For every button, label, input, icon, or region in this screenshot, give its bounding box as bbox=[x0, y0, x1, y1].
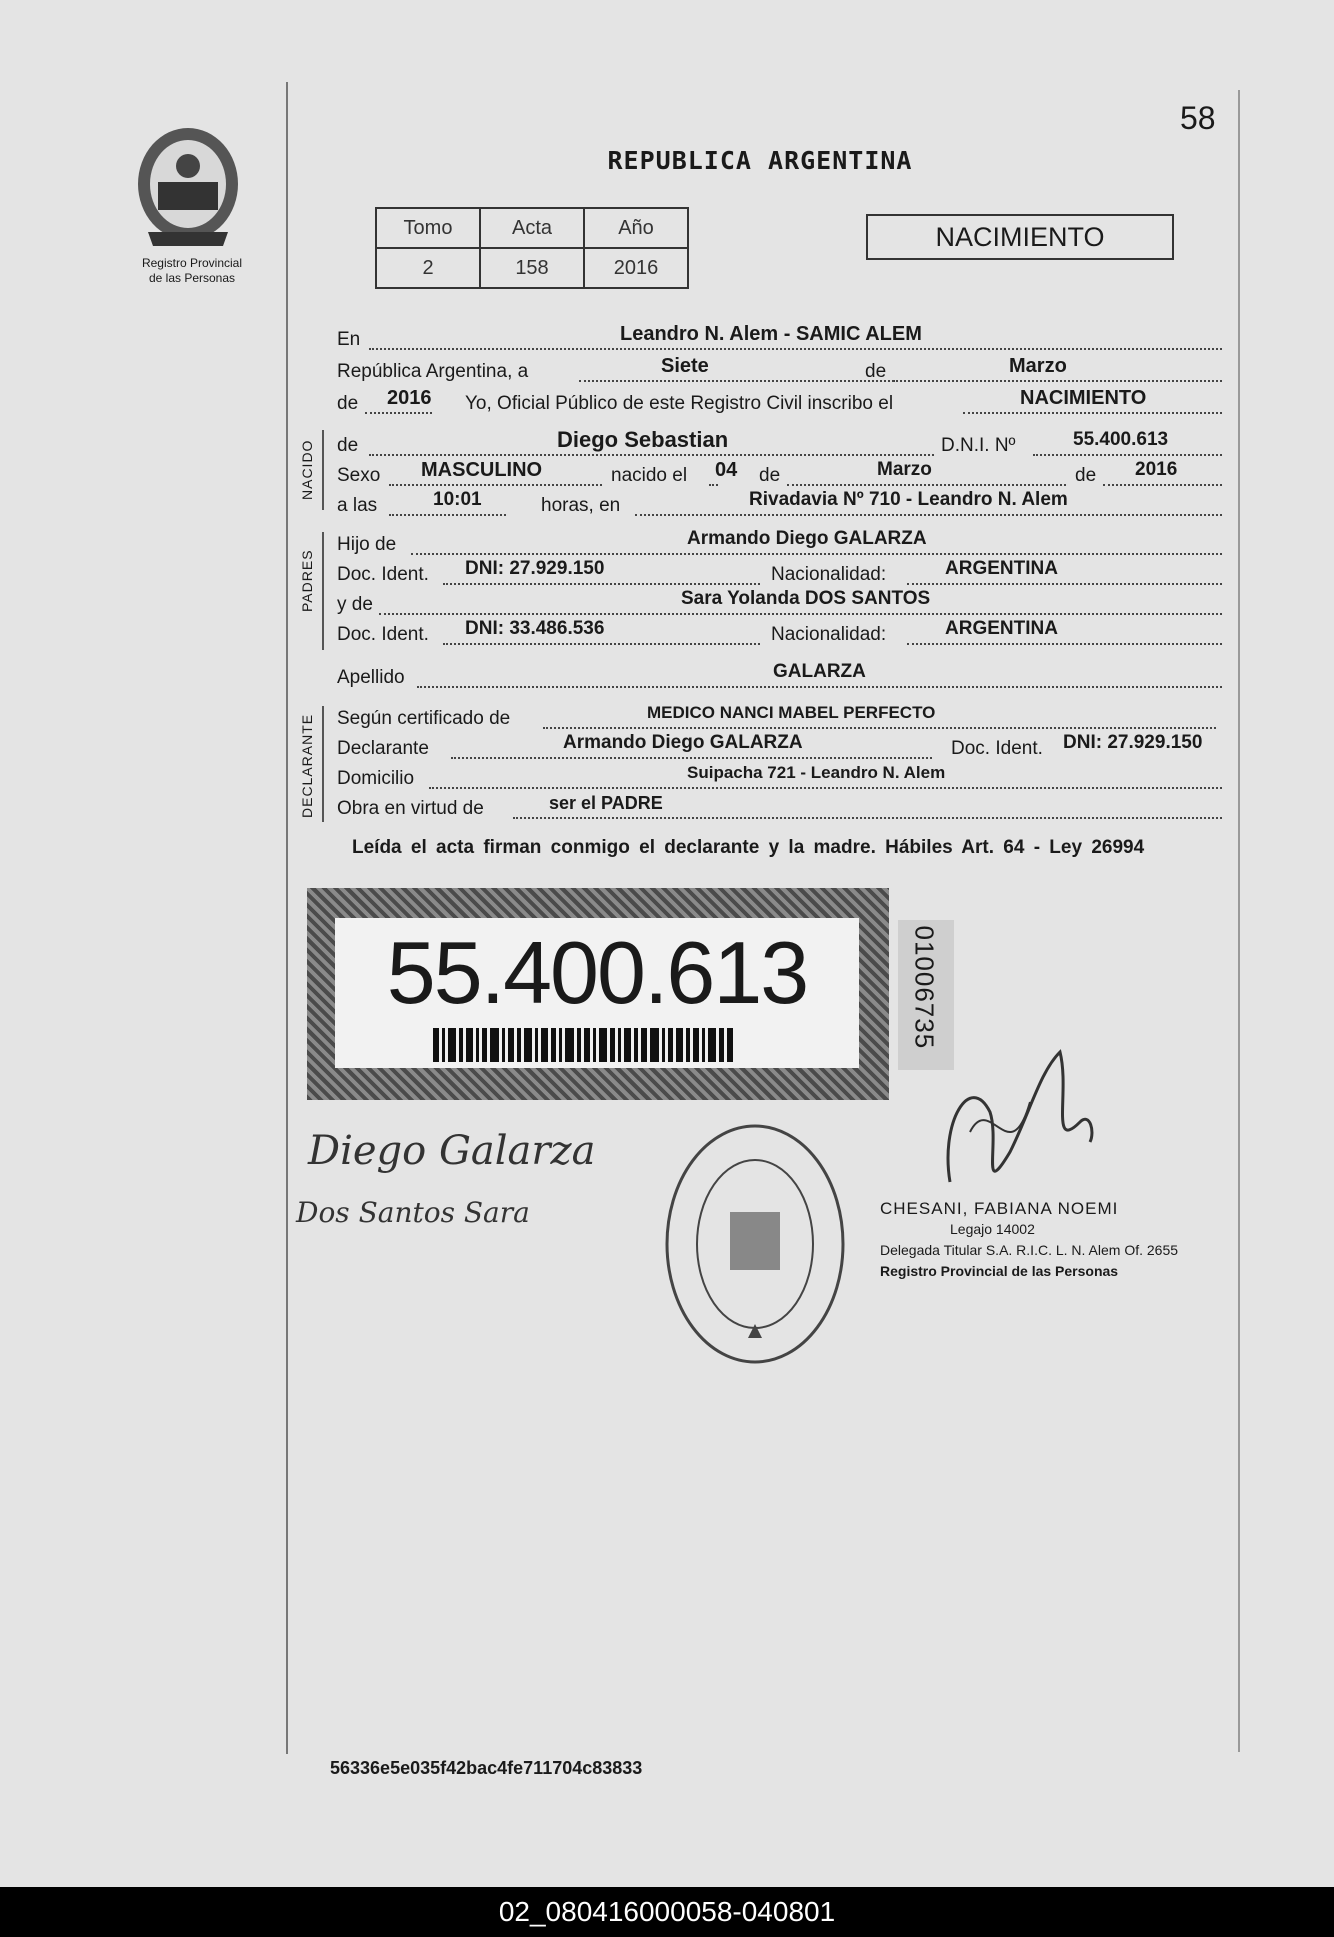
label-de-nombre: de bbox=[337, 435, 359, 456]
value-anio: 2016 bbox=[387, 387, 432, 409]
barcode-number: 55.400.613 bbox=[386, 923, 808, 1022]
official-stamp-text bbox=[880, 1198, 1220, 1282]
label-dni: D.N.I. Nº bbox=[941, 435, 1016, 456]
label-inscribe: Yo, Oficial Público de este Registro Civil inscribo el bbox=[465, 393, 894, 414]
label-declarante: Declarante bbox=[337, 738, 429, 759]
value-dni: 55.400.613 bbox=[1073, 429, 1169, 450]
value-inscribe: NACIMIENTO bbox=[1020, 387, 1147, 409]
left-margin-line bbox=[286, 82, 288, 1754]
label-domicilio: Domicilio bbox=[337, 768, 415, 789]
row-madre-doc bbox=[337, 618, 1222, 649]
logo-caption bbox=[112, 256, 272, 286]
official-name: CHESANI, FABIANA NOEMI bbox=[880, 1199, 1119, 1218]
value-nacido-anio: 2016 bbox=[1135, 459, 1178, 480]
label-nacionalidad-padre: Nacionalidad: bbox=[771, 564, 887, 585]
value-padre-doc: DNI: 27.929.150 bbox=[465, 558, 605, 579]
row-fecha bbox=[337, 355, 1222, 386]
label-hijo-de: Hijo de bbox=[337, 534, 397, 555]
document-title: REPUBLICA ARGENTINA bbox=[607, 146, 913, 175]
value-domicilio: Suipacha 721 - Leandro N. Alem bbox=[687, 763, 946, 782]
value-nacido-mes: Marzo bbox=[877, 459, 932, 480]
value-nombre: Diego Sebastian bbox=[557, 427, 729, 452]
value-mes: Marzo bbox=[1009, 355, 1067, 377]
register-header-row bbox=[376, 208, 688, 248]
label-de-nacido-anio: de bbox=[1075, 465, 1097, 486]
value-padre: Armando Diego GALARZA bbox=[687, 528, 927, 549]
value-declarante-doc: DNI: 27.929.150 bbox=[1063, 732, 1203, 753]
row-lugar bbox=[337, 323, 1222, 354]
value-obra: ser el PADRE bbox=[549, 793, 663, 813]
closing-notice: Leída el acta firman conmigo el declarante y la madre. Hábiles Art. 64 - Ley 26994 bbox=[352, 837, 1145, 858]
label-sexo: Sexo bbox=[337, 465, 381, 486]
label-horas-en: horas, en bbox=[541, 495, 621, 516]
side-label-declarante: DECLARANTE bbox=[299, 713, 315, 818]
register-header-acta: Acta bbox=[480, 208, 584, 248]
document-hash: 56336e5e035f42bac4fe711704c83833 bbox=[330, 1758, 643, 1778]
value-certificado: MEDICO NANCI MABEL PERFECTO bbox=[647, 703, 936, 722]
label-a-las: a las bbox=[337, 495, 378, 516]
label-republica: República Argentina, a bbox=[337, 361, 529, 382]
row-hora bbox=[337, 489, 1222, 520]
value-madre: Sara Yolanda DOS SANTOS bbox=[681, 588, 931, 609]
official-signature-icon bbox=[930, 1032, 1100, 1222]
register-value-anio: 2016 bbox=[584, 248, 688, 288]
label-nacionalidad-madre: Nacionalidad: bbox=[771, 624, 887, 645]
label-nacido: nacido el bbox=[611, 465, 688, 486]
value-lugar-nac: Rivadavia Nº 710 - Leandro N. Alem bbox=[749, 489, 1068, 510]
label-doc-ident-padre: Doc. Ident. bbox=[337, 564, 429, 585]
row-apellido bbox=[337, 661, 1222, 692]
page-number: 58 bbox=[1180, 100, 1216, 136]
label-doc-ident-madre: Doc. Ident. bbox=[337, 624, 429, 645]
register-header-anio: Año bbox=[584, 208, 688, 248]
dni-barcode-label bbox=[307, 888, 889, 1100]
label-y-de: y de bbox=[337, 594, 373, 615]
province-coat-of-arms-icon bbox=[128, 122, 248, 252]
label-de-nacido-mes: de bbox=[759, 465, 781, 486]
value-hora: 10:01 bbox=[433, 489, 482, 510]
row-inscribe bbox=[337, 387, 1222, 418]
register-table bbox=[375, 207, 689, 289]
side-label-padres: PADRES bbox=[299, 549, 315, 612]
value-apellido: GALARZA bbox=[773, 661, 866, 682]
right-margin-line bbox=[1238, 90, 1240, 1752]
registry-seal-icon bbox=[662, 1120, 848, 1368]
value-madre-nac: ARGENTINA bbox=[945, 618, 1058, 639]
label-obra-en-virtud: Obra en virtud de bbox=[337, 798, 484, 819]
register-value-row bbox=[376, 248, 688, 288]
value-madre-doc: DNI: 33.486.536 bbox=[465, 618, 605, 639]
side-label-nacido: NACIDO bbox=[299, 439, 315, 500]
value-nacido-dia: 04 bbox=[715, 459, 738, 481]
label-segun-certificado: Según certificado de bbox=[337, 708, 511, 729]
handwritten-signature-mother: Dos Santos Sara bbox=[296, 1196, 530, 1229]
label-de-mes: de bbox=[865, 361, 887, 382]
label-en: En bbox=[337, 329, 361, 350]
official-legajo: Legajo 14002 bbox=[950, 1221, 1035, 1237]
barcode-inner bbox=[335, 918, 859, 1068]
record-type-box: NACIMIENTO bbox=[866, 214, 1174, 260]
label-apellido: Apellido bbox=[337, 667, 405, 688]
register-value-acta: 158 bbox=[480, 248, 584, 288]
footer-filename: 02_080416000058-040801 bbox=[0, 1887, 1334, 1937]
register-value-tomo: 2 bbox=[376, 248, 480, 288]
official-role: Delegada Titular S.A. R.I.C. L. N. Alem Of. 2655 bbox=[880, 1242, 1179, 1258]
value-dia: Siete bbox=[661, 355, 709, 377]
value-declarante: Armando Diego GALARZA bbox=[563, 732, 803, 753]
logo-caption-line1: Registro Provincial bbox=[141, 256, 243, 270]
register-header-tomo: Tomo bbox=[376, 208, 480, 248]
label-doc-ident-declarante: Doc. Ident. bbox=[951, 738, 1043, 759]
logo-caption-line2: de las Personas bbox=[148, 271, 236, 285]
side-control-code-text: 01006735 bbox=[909, 925, 940, 1050]
value-lugar: Leandro N. Alem - SAMIC ALEM bbox=[620, 323, 922, 345]
value-padre-nac: ARGENTINA bbox=[945, 558, 1058, 579]
label-de-anio: de bbox=[337, 393, 359, 414]
official-office: Registro Provincial de las Personas bbox=[880, 1263, 1119, 1279]
value-sexo: MASCULINO bbox=[421, 459, 543, 481]
row-obra bbox=[337, 795, 1222, 823]
handwritten-signature-father: Diego Galarza bbox=[308, 1128, 596, 1174]
row-domicilio bbox=[337, 765, 1222, 793]
barcode-bars-icon bbox=[433, 1028, 783, 1062]
